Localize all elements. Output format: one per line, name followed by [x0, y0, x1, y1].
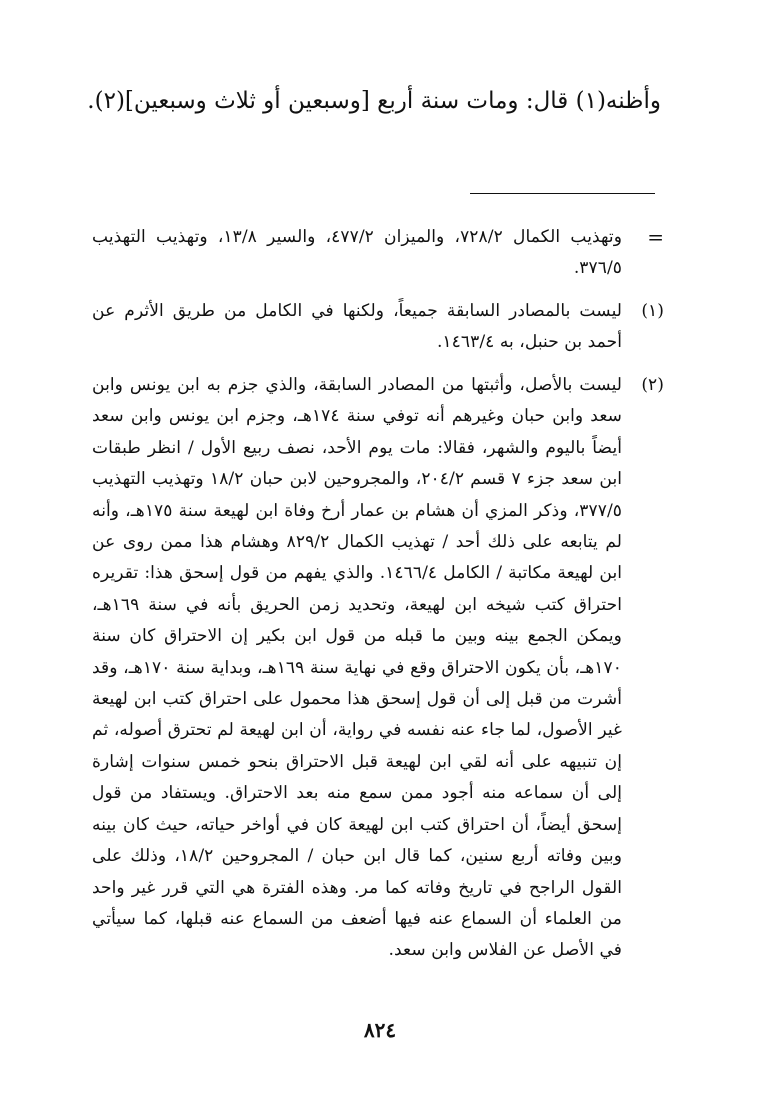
- footnote-text: ليست بالأصل، وأثبتها من المصادر السابقة، والذي جزم به ابن يونس وابن سعد وابن حبان وغيرهم أنه توفي سنة ١٧٤هـ، وجزم ابن يونس وابن سعد أيضاً باليوم والشهر، فقالا: مات يوم الأحد، نصف ربيع الأول / انظر طبقات ابن سعد جزء ٧ قسم ٢٠٤/٢، والمجروحين لابن حبان ١٨/٢ وتهذيب التهذيب ٣٧٧/٥، وذكر المزي أن هشام بن عمار أرخ وفاة ابن لهيعة سنة ١٧٥هـ، وأنه لم يتابعه على ذلك أحد / تهذيب الكمال ٨٢٩/٢ وهشام هذا ممن روى عن ابن لهيعة مكاتبة / الكامل ١٤٦٦/٤. والذي يفهم من قول إسحق هذا: تقريره احتراق كتب شيخه ابن لهيعة، وتحديد زمن الحريق بأنه في سنة ١٦٩هـ، ويمكن الجمع بينه وبين ما قبله من قول ابن بكير إن الاحتراق كان سنة ١٧٠هـ، بأن يكون الاحتراق وقع في نهاية سنة ١٦٩هـ، وبداية سنة ١٧٠هـ، وقد أشرت من قبل إلى أن قول إسحق هذا محمول على احتراق كتب ابن لهيعة غير الأصول، لما جاء عنه نفسه في رواية، أن ابن لهيعة لم تحترق أصوله، ثم إن تنبيهه على أنه لقي ابن لهيعة قبل الاحتراق بنحو خمس سنوات إشارة إلى أن سماعه منه أجود ممن سمع منه بعد الاحتراق. ويستفاد من قول إسحق أيضاً، أن احتراق كتب ابن لهيعة كان في أواخر حياته، حيث كان بينه وبين وفاته أربع سنين، كما قال ابن حبان / المجروحين ١٨/٢، وذلك على القول الراجح في تاريخ وفاته كما مر. وهذه الفترة هي التي قرر غير واحد من العلماء أن السماع عنه فيها أضعف من السماع عنه قبلها، كما سيأتي في الأصل عن الفلاس وابن سعد.: [92, 375, 622, 961]
- footnote-separator: [470, 193, 655, 194]
- footnote-1: [92, 296, 664, 360]
- main-text: وأظنه(١) قال: ومات سنة أربع [وسبعين أو ثلاث وسبعين](٢).: [87, 88, 661, 114]
- footnote-text: وتهذيب الكمال ٧٢٨/٢، والميزان ٤٧٧/٢، والسير ١٣/٨، وتهذيب التهذيب ٣٧٦/٥.: [92, 227, 622, 279]
- footnote-continuation: [92, 222, 664, 286]
- footnote-text: ليست بالمصادر السابقة جميعاً، ولكنها في الكامل من طريق الأثرم عن أحمد بن حنبل، به ١٤٦٣/٤.: [92, 301, 622, 353]
- footnote-marker: =: [647, 225, 664, 249]
- footnote-2: [92, 370, 664, 990]
- footnote-marker: (١): [641, 301, 664, 321]
- page-number: ٨٢٤: [363, 1018, 397, 1042]
- footnote-marker: (٢): [641, 375, 664, 395]
